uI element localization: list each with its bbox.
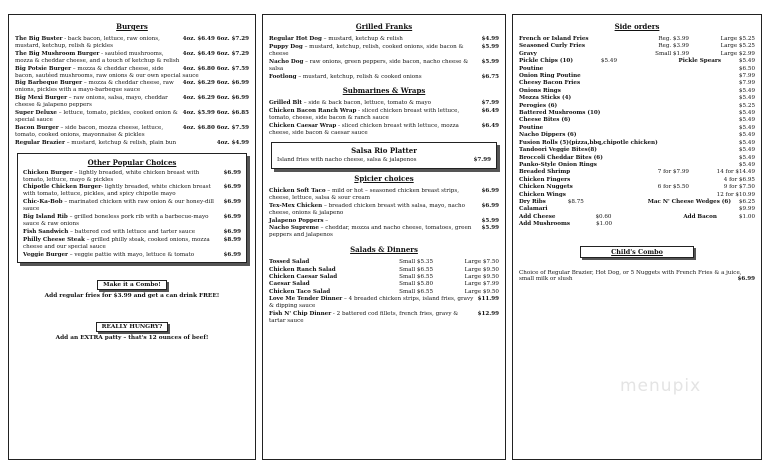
menu-item bbox=[269, 188, 499, 202]
childs-combo-price: $6.99 bbox=[737, 276, 755, 283]
side-item-price: $6.50 bbox=[738, 65, 755, 72]
hungry-note: Add an EXTRA patty – that's 12 ounces of beef! bbox=[55, 335, 209, 342]
menu-item bbox=[23, 184, 241, 198]
menu-item-name: Chipotle Chicken Burger bbox=[23, 184, 102, 191]
side-item bbox=[519, 140, 755, 147]
menu-item-desc: – mustard, ketchup & relish, plain bun bbox=[64, 139, 177, 146]
side-item-name: Tandoori Veggie Bites(8) bbox=[519, 147, 597, 154]
menu-item-name: Nacho Supreme bbox=[269, 225, 319, 232]
menu-item-name: Footlong bbox=[269, 73, 297, 80]
dry-ribs-row: Dry Ribs $8.75 Mac N' Cheese Wedges (6) $6.25 bbox=[519, 198, 755, 205]
side-item-price: $7.99 bbox=[738, 73, 755, 80]
menu-item-desc: – grilled boneless pork rib with a barbecue-mayo sauce & raw onions bbox=[23, 214, 209, 227]
menu-item bbox=[269, 74, 499, 81]
menu-item bbox=[15, 80, 249, 94]
menu-item-name: Veggie Burger bbox=[23, 251, 68, 258]
menu-item bbox=[269, 311, 499, 325]
price-row-mid: Small $6.55 bbox=[399, 288, 433, 295]
menu-item-price: 4oz. $6.29 6oz. $6.99 bbox=[182, 80, 249, 87]
menu-item-name: Regular Hot Dog bbox=[269, 36, 322, 42]
menu-item-desc: – grilled philly steak, cooked onions, mozza cheese and our special sauce bbox=[23, 236, 210, 250]
burgers-column bbox=[8, 14, 256, 460]
price-row-right: Large $7.99 bbox=[464, 281, 499, 288]
menu-item-price: 4oz. $6.49 6oz. $7.29 bbox=[182, 36, 249, 42]
price-row-mid: Small $6.55 bbox=[399, 274, 433, 281]
salsa-platter-title: Salsa Rio Platter bbox=[351, 145, 417, 155]
menu-item-name: Tex-Mex Chicken bbox=[269, 202, 323, 209]
menu-item-desc: – mustard, ketchup, relish & cooked onions bbox=[296, 73, 422, 80]
menu-item bbox=[23, 214, 241, 228]
side-item bbox=[519, 147, 755, 154]
menu-item-desc: – mild or hot – seasoned chicken breast strips, cheese, lettuce, salsa & sour cream bbox=[269, 187, 459, 201]
menu-item-desc: - sliced chicken breast with lettuce, tomato, cheese, side bacon & ranch sauce bbox=[269, 108, 460, 122]
side-item-name: Panko-Style Onion Rings bbox=[519, 161, 597, 168]
menu-item-desc: – veggie pattie with mayo, lettuce & tomato bbox=[68, 251, 195, 258]
menu-item bbox=[15, 125, 249, 139]
menu-item-price: $6.99 bbox=[223, 251, 241, 258]
menu-item-price: $6.99 bbox=[223, 184, 241, 191]
menu-item-name: Fish N' Chip Dinner bbox=[269, 311, 332, 318]
menu-item-name: The Big Mushroom Burger bbox=[15, 50, 100, 57]
menu-item-price: $11.99 bbox=[477, 296, 499, 303]
menu-item-price: $5.99 bbox=[481, 217, 499, 224]
menu-item-desc: – mustard, ketchup, relish, cooked onions, side bacon & cheese bbox=[269, 43, 464, 57]
childs-combo-heading-wrap bbox=[519, 239, 755, 258]
price-row bbox=[519, 192, 755, 199]
menu-item bbox=[269, 296, 499, 310]
price-row-name: Chicken Fingers bbox=[519, 176, 571, 183]
side-item-price: $5.49 bbox=[738, 132, 755, 139]
menu-item-price: $6.49 bbox=[481, 108, 499, 115]
salads-heading: Salads & Dinners bbox=[350, 245, 418, 255]
price-row-right: Large $2.99 bbox=[720, 50, 755, 57]
menu-item-name: Chicken Burger bbox=[23, 169, 73, 176]
menu-item-name: Super Deluxe bbox=[15, 110, 57, 117]
menu-item bbox=[15, 95, 249, 109]
menu-item-price: 4oz. $6.80 6oz. $7.59 bbox=[182, 65, 249, 72]
side-item-price: $7.99 bbox=[738, 80, 755, 87]
side-item-name: Poutine bbox=[519, 124, 544, 131]
menu-item-desc: – mustard, ketchup & relish bbox=[321, 36, 403, 42]
price-row-name: Gravy bbox=[519, 50, 537, 57]
menu-item-name: Chic-Ka-Bob bbox=[23, 199, 63, 206]
menu-item bbox=[269, 108, 499, 122]
price-row bbox=[269, 267, 499, 274]
menu-item-desc: – lightly breaded, white chicken breast with tomato, lettuce, mayo & pickles bbox=[23, 169, 200, 183]
menu-item-desc: – 4 breaded chicken strips, island fries, gravy & dipping sauce bbox=[269, 296, 474, 310]
menu-item-desc: – side & back bacon, lettuce, tomato & mayo bbox=[301, 100, 431, 107]
menu-item-price: 4oz. $5.99 6oz. $6.85 bbox=[182, 110, 249, 117]
price-row-right: 14 for $14.49 bbox=[716, 169, 755, 176]
price-row-right: Large $5.25 bbox=[720, 43, 755, 50]
menu-item bbox=[23, 229, 241, 236]
menu-item-price: 4oz. $6.49 6oz. $7.29 bbox=[182, 50, 249, 57]
side-item-name: Broccoli Cheddar Bites (6) bbox=[519, 154, 603, 161]
menu-item-price: $6.99 bbox=[223, 169, 241, 176]
price-row bbox=[269, 274, 499, 281]
side-item bbox=[519, 103, 755, 110]
price-row-mid: 6 for $5.50 bbox=[657, 184, 689, 191]
menu-item-name: Love Me Tender Dinner bbox=[269, 296, 343, 303]
menu-item bbox=[269, 225, 499, 239]
price-row bbox=[269, 259, 499, 266]
menu-item-desc: – breaded chicken breast with salsa, mayo, nacho cheese, onions & jalapeno bbox=[269, 202, 465, 216]
salsa-platter-desc: $7.99 Island fries with nacho cheese, salsa & jalapenos bbox=[277, 156, 491, 163]
menu-item-price: $12.99 bbox=[477, 311, 499, 318]
side-item-name: Nacho Dippers (6) bbox=[519, 132, 577, 139]
side-item bbox=[519, 162, 755, 169]
price-row-mid: 7 for $7.99 bbox=[657, 169, 689, 176]
side-item-price: $5.49 bbox=[738, 154, 755, 161]
price-row-name: Chicken Nuggets bbox=[519, 184, 573, 191]
menu-item bbox=[269, 59, 499, 73]
side-item-price: $5.49 bbox=[738, 161, 755, 168]
price-row-name: French or Island Fries bbox=[519, 36, 589, 42]
menu-item bbox=[269, 44, 499, 58]
price-row bbox=[519, 184, 755, 191]
price-row-mid bbox=[619, 192, 689, 199]
price-row bbox=[519, 177, 755, 184]
menu-item-desc: – mozza & cheddar cheese, raw onions, pickles with a mayo-barbeque sauce bbox=[15, 80, 174, 94]
combo-promo bbox=[15, 271, 249, 299]
menu-item-price: $5.99 bbox=[481, 58, 499, 65]
price-row-right: Large $9.50 bbox=[464, 266, 499, 273]
franks-list bbox=[269, 36, 499, 80]
other-list bbox=[23, 170, 241, 259]
subs-list bbox=[269, 100, 499, 137]
menu-item-price: $5.99 bbox=[481, 43, 499, 50]
price-row-name: Tossed Salad bbox=[269, 259, 310, 266]
menu-item-name: Chicken Soft Taco bbox=[269, 187, 326, 194]
menu-item-name: Big Barbeque Burger bbox=[15, 80, 83, 87]
add-mushrooms-row: Add Mushrooms $1.00 bbox=[519, 221, 613, 228]
price-row bbox=[519, 36, 755, 43]
side-item-name: Fusion Rolls (5)(pizza,bbq,chipotle chicken) bbox=[519, 139, 658, 146]
side-item-name: Mozza Sticks (4) bbox=[519, 95, 572, 102]
menu-item-name: Big Island Rib bbox=[23, 214, 68, 221]
menu-item-name: The Big Buster bbox=[15, 36, 63, 42]
side-item-price: $5.49 bbox=[738, 139, 755, 146]
menu-item bbox=[15, 140, 249, 147]
fries-list bbox=[519, 36, 755, 58]
menu-item-price: $6.75 bbox=[481, 73, 499, 80]
menu-item-name: Nacho Dog bbox=[269, 58, 304, 65]
pickle-row: Pickle Chips (10) $5.49 Pickle Spears $5.49 bbox=[519, 58, 755, 65]
price-row-right: Large $9.50 bbox=[464, 288, 499, 295]
menu-item-desc: – cheddar, mozza and nacho cheese, tomatoes, green peppers and jalapenos bbox=[269, 225, 472, 239]
childs-combo-desc: Choice of Regular Brazier, Hot Dog, or 5 Nuggets with French Fries & a juice, small milk or slush $6.99 bbox=[519, 269, 755, 283]
menu-item-price: $4.99 bbox=[481, 36, 499, 42]
menu-item-price: 4oz. $6.29 6oz. $6.99 bbox=[182, 95, 249, 102]
menu-item bbox=[15, 66, 249, 80]
menu-item-price: $6.99 bbox=[481, 202, 499, 209]
side-item-price: $5.49 bbox=[738, 124, 755, 131]
side-item-price: $5.49 bbox=[738, 95, 755, 102]
menu-item-price: $7.99 bbox=[481, 100, 499, 107]
price-row-mid: Reg. $3.99 bbox=[658, 36, 689, 42]
price-row-mid bbox=[619, 177, 689, 184]
dinners-list bbox=[269, 296, 499, 325]
menu-item-desc: – mozza & cheddar cheese, side bacon, sautéed mushrooms, raw onions & our own special sauce bbox=[15, 65, 199, 79]
side-item-price: $5.25 bbox=[738, 102, 755, 109]
price-row-name: Chicken Caesar Salad bbox=[269, 274, 338, 281]
menu-item bbox=[15, 51, 249, 65]
menu-item bbox=[23, 199, 241, 213]
sides-list bbox=[519, 66, 755, 170]
price-row-mid: Small $5.80 bbox=[399, 281, 433, 288]
menu-item-price: 4oz. $4.99 bbox=[216, 139, 249, 146]
menu-item-price: $6.49 bbox=[481, 123, 499, 130]
menu-item-desc: – lettuce, tomato, pickles, cooked onion & special sauce bbox=[15, 110, 178, 123]
price-row-name: Seasoned Curly Fries bbox=[519, 43, 586, 50]
menu-item-name: Puppy Dog bbox=[269, 43, 303, 50]
price-row-name: Chicken Wings bbox=[519, 191, 566, 198]
price-row-right: Large $5.25 bbox=[720, 36, 755, 42]
price-row-mid: Reg. $3.99 bbox=[658, 43, 689, 50]
price-row-name: Chicken Taco Salad bbox=[269, 288, 331, 295]
price-row bbox=[519, 43, 755, 50]
franks-heading: Grilled Franks bbox=[355, 22, 413, 31]
menu-item-desc: - sliced chicken breast with lettuce, mozza cheese, side bacon & caesar sauce bbox=[269, 123, 459, 137]
combo-note: Add regular fries for $3.99 and get a can drink FREE! bbox=[44, 293, 220, 300]
menu-item bbox=[269, 203, 499, 217]
subs-heading: Submarines & Wraps bbox=[342, 86, 426, 96]
price-row-right: 4 for $6.95 bbox=[723, 176, 755, 183]
menupix-watermark: menupix bbox=[620, 376, 702, 396]
sides-heading: Side orders bbox=[614, 22, 660, 31]
side-item bbox=[519, 73, 755, 80]
other-choices-heading: Other Popular Choices bbox=[87, 157, 177, 167]
menu-item-name: Bacon Burger bbox=[15, 124, 59, 131]
menu-item-desc: – marinated chicken with raw onion & our honey-dill sauce bbox=[23, 199, 214, 213]
menu-item-desc: – battered cod with lettuce and tarter sauce bbox=[68, 228, 196, 235]
side-item-price: $5.49 bbox=[738, 110, 755, 117]
menu-item bbox=[269, 100, 499, 107]
menu-item-name: Big Potsie Burger bbox=[15, 65, 72, 72]
franks-column bbox=[262, 14, 506, 460]
menu-item bbox=[269, 218, 499, 225]
combo-tag: Make it a Combo! bbox=[97, 280, 167, 290]
price-row-right: 9 for $7.50 bbox=[723, 184, 755, 191]
spicier-list bbox=[269, 188, 499, 239]
side-item-name: Perogies (6) bbox=[519, 102, 558, 109]
menu-item-desc: - lightly breaded, white chicken breast with tomato, lettuce, pickles, and spicy chipotle mayo bbox=[23, 184, 211, 198]
price-row-mid: Small $6.55 bbox=[399, 266, 433, 273]
menu-item bbox=[269, 36, 499, 43]
menu-item bbox=[23, 252, 241, 259]
menu-item-price: $6.99 bbox=[223, 214, 241, 221]
menu-item bbox=[23, 170, 241, 184]
menu-item-price: $6.99 bbox=[223, 228, 241, 235]
multi-list bbox=[519, 169, 755, 199]
menu-item-name: Jalapeno Poppers bbox=[269, 217, 324, 224]
side-item-name: Onions Rings bbox=[519, 87, 561, 94]
side-item bbox=[519, 155, 755, 162]
salsa-platter-box bbox=[271, 142, 497, 169]
menu-item bbox=[15, 36, 249, 50]
menu-item-desc: – raw onions, green peppers, side bacon, nacho cheese & salsa bbox=[269, 58, 469, 72]
childs-combo-heading: Child's Combo bbox=[580, 246, 694, 258]
menu-item bbox=[23, 237, 241, 251]
salads-list bbox=[269, 259, 499, 296]
price-row-mid: Small $5.35 bbox=[399, 259, 433, 266]
side-item-name: Cheese Bites (6) bbox=[519, 117, 571, 124]
burger-list bbox=[15, 36, 249, 147]
menu-item-desc: – side bacon, mozza cheese, lettuce, tomato, cooked onions, mayonnaise & pickles bbox=[15, 124, 164, 138]
price-row bbox=[269, 289, 499, 296]
menu-item-price: $8.99 bbox=[223, 236, 241, 243]
side-item bbox=[519, 66, 755, 73]
price-row-right: Large $7.50 bbox=[464, 259, 499, 266]
side-item-price: $5.49 bbox=[738, 87, 755, 94]
side-item-name: Poutine bbox=[519, 65, 544, 72]
hungry-tag: REALLY HUNGRY? bbox=[96, 322, 169, 332]
hungry-promo bbox=[15, 313, 249, 341]
menu-item-name: Big Mexi Burger bbox=[15, 95, 68, 102]
side-item bbox=[519, 117, 755, 124]
menu-item-desc: - 2 battered cod fillets, french fries, gravy & tartar sauce bbox=[269, 311, 459, 324]
menu-item-price: $5.99 bbox=[481, 225, 499, 232]
side-item-price: $5.49 bbox=[738, 147, 755, 154]
other-choices-box bbox=[17, 153, 247, 264]
menu-item-price: $6.99 bbox=[481, 187, 499, 194]
menu-item-name: Chicken Bacon Ranch Wrap bbox=[269, 108, 357, 115]
menu-item-price: 4oz. $6.80 6oz. $7.59 bbox=[182, 124, 249, 131]
menu-item-name: Philly Cheese Steak bbox=[23, 236, 85, 243]
side-item-name: Cheesy Bacon Fries bbox=[519, 80, 581, 87]
menu-item-price: $6.99 bbox=[223, 199, 241, 206]
price-row bbox=[269, 281, 499, 288]
menu-item-name: Fish Sandwich bbox=[23, 228, 69, 235]
menu-item-desc: – bbox=[323, 217, 329, 224]
add-cheese-row: Add Cheese $0.60 Add Bacon $1.00 bbox=[519, 213, 755, 220]
side-item bbox=[519, 132, 755, 139]
menu-item-desc: – raw onions, salsa, mayo, cheddar cheese & jalapeno peppers bbox=[15, 95, 168, 109]
price-row-name: Chicken Ranch Salad bbox=[269, 266, 336, 273]
calamari-row: Calamari $9.99 bbox=[519, 206, 755, 213]
menu-item-name: Grilled Blt bbox=[269, 100, 302, 107]
menu-item bbox=[269, 123, 499, 137]
menu-item bbox=[15, 110, 249, 124]
menu-item-name: Chicken Caesar Wrap bbox=[269, 123, 337, 130]
price-row-name: Caesar Salad bbox=[269, 281, 310, 288]
price-row-name: Breaded Shrimp bbox=[519, 169, 571, 176]
spicier-heading: Spicier choices bbox=[354, 173, 414, 183]
price-row-right: Large $9.50 bbox=[464, 274, 499, 281]
side-item-price: $5.49 bbox=[738, 117, 755, 124]
side-item bbox=[519, 80, 755, 87]
side-item-name: Onion Ring Poutine bbox=[519, 73, 581, 80]
price-row bbox=[519, 169, 755, 176]
burgers-heading: Burgers bbox=[116, 22, 148, 31]
side-item-name: Battered Mushrooms (10) bbox=[519, 110, 601, 117]
price-row-right: 12 for $10.99 bbox=[716, 191, 755, 198]
menu-item-desc: - sautéed mushrooms, mozza & cheddar cheese, and a touch of ketchup & relish bbox=[15, 50, 180, 64]
menu-item-name: Regular Brazier bbox=[15, 139, 65, 146]
price-row-mid: Small $1.99 bbox=[655, 50, 689, 57]
side-item bbox=[519, 95, 755, 102]
menu-item-desc: - back bacon, lettuce, raw onions, mustard, ketchup, relish & pickles bbox=[15, 36, 160, 49]
salsa-platter-price: $7.99 bbox=[473, 156, 491, 163]
